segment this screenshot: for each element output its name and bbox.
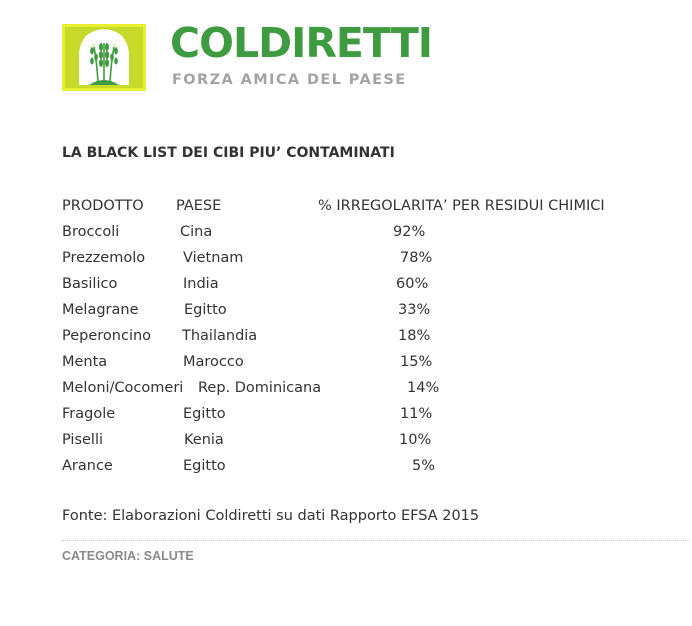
- percent-cell: 92%: [393, 224, 426, 240]
- table-row: [62, 457, 662, 483]
- category-label: CATEGORIA:: [62, 549, 141, 563]
- category-line: [62, 549, 194, 563]
- product-cell: Fragole: [62, 406, 116, 422]
- table-row: [62, 223, 662, 249]
- percent-cell: 78%: [400, 250, 433, 266]
- brand-name: COLDIRETTI: [170, 19, 433, 67]
- country-cell: Vietnam: [183, 250, 244, 266]
- product-cell: Prezzemolo: [62, 250, 146, 266]
- table-row: [62, 327, 662, 353]
- table-row: [62, 301, 662, 327]
- column-header-percent: % IRREGOLARITA’ PER RESIDUI CHIMICI: [318, 198, 605, 214]
- contamination-table: [62, 197, 662, 483]
- percent-cell: 5%: [412, 458, 436, 474]
- product-cell: Piselli: [62, 432, 104, 448]
- country-cell: Marocco: [183, 354, 244, 370]
- wheat-arch-logo-icon: [62, 24, 146, 91]
- percent-cell: 11%: [400, 406, 433, 422]
- percent-cell: 60%: [396, 276, 429, 292]
- table-row: [62, 379, 662, 405]
- table-row: [62, 431, 662, 457]
- percent-cell: 10%: [399, 432, 432, 448]
- country-cell: Kenia: [184, 432, 224, 448]
- percent-cell: 18%: [398, 328, 431, 344]
- country-cell: Thailandia: [182, 328, 258, 344]
- category-link-salute[interactable]: SALUTE: [143, 549, 194, 563]
- product-cell: Broccoli: [62, 224, 120, 240]
- table-row: [62, 275, 662, 301]
- table-header-row: [62, 197, 662, 223]
- column-header-product: PRODOTTO: [62, 198, 144, 214]
- percent-cell: 15%: [400, 354, 433, 370]
- table-row: [62, 353, 662, 379]
- product-cell: Melagrane: [62, 302, 139, 318]
- country-cell: Cina: [180, 224, 213, 240]
- country-cell: Egitto: [184, 302, 227, 318]
- brand-tagline: FORZA AMICA DEL PAESE: [172, 72, 407, 88]
- product-cell: Arance: [62, 458, 113, 474]
- country-cell: Rep. Dominicana: [198, 380, 322, 396]
- product-cell: Meloni/Cocomeri: [62, 380, 184, 396]
- column-header-country: PAESE: [176, 198, 222, 214]
- country-cell: Egitto: [183, 406, 226, 422]
- article-heading: LA BLACK LIST DEI CIBI PIU’ CONTAMINATI: [62, 145, 395, 161]
- product-cell: Basilico: [62, 276, 118, 292]
- table-row: [62, 405, 662, 431]
- divider: [62, 540, 690, 541]
- product-cell: Peperoncino: [62, 328, 152, 344]
- percent-cell: 33%: [398, 302, 431, 318]
- country-cell: Egitto: [183, 458, 226, 474]
- brand-logo[interactable]: [62, 14, 433, 94]
- table-row: [62, 249, 662, 275]
- country-cell: India: [183, 276, 219, 292]
- percent-cell: 14%: [407, 380, 440, 396]
- source-note: Fonte: Elaborazioni Coldiretti su dati Rapporto EFSA 2015: [62, 508, 480, 524]
- product-cell: Menta: [62, 354, 108, 370]
